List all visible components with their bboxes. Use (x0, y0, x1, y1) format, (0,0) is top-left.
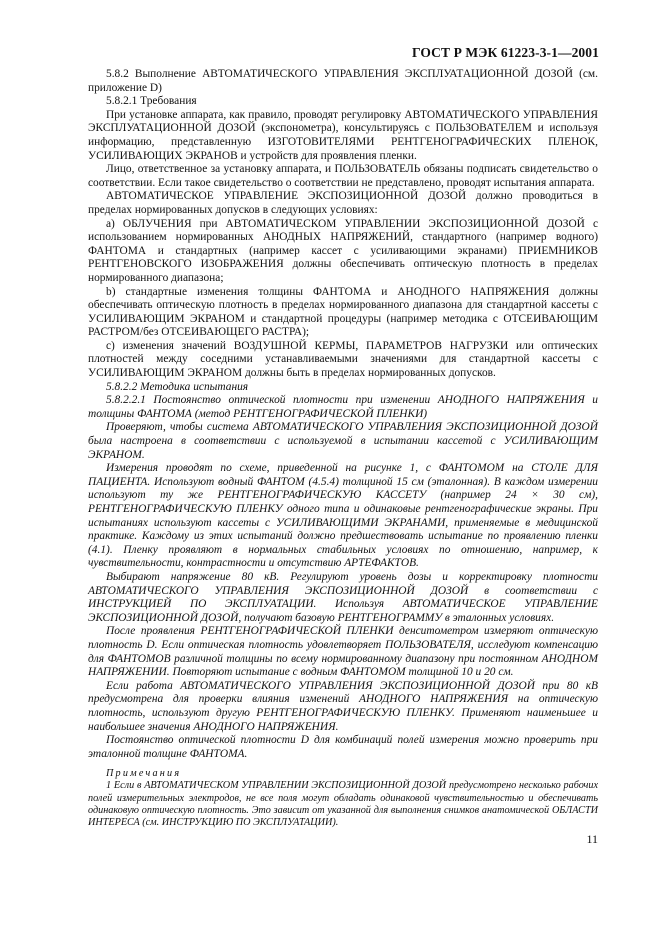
paragraph: Измерения проводят по схеме, приведенной на рисунке 1, с ФАНТОМОМ на СТОЛЕ ДЛЯ ПАЦИЕНТА. Используют водный ФАНТОМ (4.5.4) толщиной 15 см (эталонная). В каждом измерении используют ту же РЕНТГЕНОГРАФИЧЕСКУЮ КАССЕТУ (например 24 × 30 см), РЕНТГЕНОГРАФИЧЕСКУЮ ПЛЕНКУ одного типа и одинаковые рентгенографические экраны. При испытаниях используют кассеты с УСИЛИВАЮЩИМИ ЭКРАНАМИ, применяемые в медицинской практике. Каждому из этих испытаний должно предшествовать испытание по проявлению пленки (4.1). Пленку проявляют в нормальных стабильных условиях по отношению, например, к чувствительности, контрастности и отсутствию АРТЕФАКТОВ. (88, 462, 598, 570)
section-5-8-2-1-heading: 5.8.2.1 Требования (106, 95, 197, 108)
paragraph: При установке аппарата, как правило, проводят регулировку АВТОМАТИЧЕСКОГО УПРАВЛЕНИЯ ЭКСПЛУАТАЦИОННОЙ ДОЗОЙ (экспонометра), консультируясь с ПОЛЬЗОВАТЕЛЕМ и используя информацию, представленную ИЗГОТОВИТЕЛЯМИ РЕНТГЕНОГРАФИЧЕСКИХ ПЛЕНОК, УСИЛИВАЮЩИХ ЭКРАНОВ и устройств для проявления пленки. (88, 108, 598, 162)
test-method-section (88, 381, 598, 762)
paragraph: Постоянство оптической плотности D для комбинаций полей измерения можно проверить при эталонной толщине ФАНТОМА. (88, 734, 598, 760)
section-5-8-2-2-heading: 5.8.2.2 Методика испытания (106, 380, 249, 393)
page-number: 11 (586, 832, 598, 846)
document-header: ГОСТ Р МЭК 61223-3-1—2001 (412, 45, 599, 60)
paragraph: Выбирают напряжение 80 кВ. Регулируют уровень дозы и корректировку плотности АВТОМАТИЧЕСКОГО УПРАВЛЕНИЯ ЭКСПОЗИЦИОННОЙ ДОЗОЙ в соответствии с ИНСТРУКЦИЕЙ ПО ЭКСПЛУАТАЦИИ. Используя АВТОМАТИЧЕСКОЕ УПРАВЛЕНИЕ ЭКСПОЗИЦИОННОЙ ДОЗОЙ, получают базовую РЕНТГЕНОГРАММУ в эталонных условиях. (88, 570, 598, 624)
document-body (88, 68, 598, 829)
notes-title: Примечания (106, 768, 182, 780)
section-5-8-2-2-1-heading: 5.8.2.2.1 Постоянство оптической плотности при изменении АНОДНОГО НАПРЯЖЕНИЯ и толщины ФАНТОМА (метод РЕНТГЕНОГРАФИЧЕСКОЙ ПЛЕНКИ) (88, 394, 598, 420)
paragraph: Если работа АВТОМАТИЧЕСКОГО УПРАВЛЕНИЯ ЭКСПОЗИЦИОННОЙ ДОЗОЙ при 80 кВ предусмотрена для проверки влияния изменений АНОДНОГО НАПРЯЖЕНИЯ на оптическую плотность, используют другую РЕНТГЕНОГРАФИЧЕСКУЮ ПЛЕНКУ. Применяют наименьшее и наибольшее значения АНОДНОГО НАПРЯЖЕНИЯ. (88, 679, 598, 733)
list-item-b: b) стандартные изменения толщины ФАНТОМА и АНОДНОГО НАПРЯЖЕНИЯ должны обеспечивать оптическую плотность в пределах нормированного диапазона для стандартной кассеты с УСИЛИВАЮЩИМ ЭКРАНОМ и стандартной процедуры (например методика с ОТСЕИВАЮЩИМ РАСТРОМ/без ОТСЕИВАЮЩЕГО РАСТРА); (88, 285, 598, 339)
notes-block (88, 768, 598, 829)
paragraph: АВТОМАТИЧЕСКОЕ УПРАВЛЕНИЕ ЭКСПОЗИЦИОННОЙ ДОЗОЙ должно проводиться в пределах нормированных допусков в следующих условиях: (88, 190, 598, 216)
section-5-8-2-heading: 5.8.2 Выполнение АВТОМАТИЧЕСКОГО УПРАВЛЕНИЯ ЭКСПЛУАТАЦИОННОЙ ДОЗОЙ (см. приложение D) (88, 68, 598, 94)
paragraph: Лицо, ответственное за установку аппарата, и ПОЛЬЗОВАТЕЛЬ обязаны подписать свидетельство о соответствии. Если такое свидетельство о соответствии не представлено, проводят испытания аппарата. (88, 163, 598, 189)
note-item: 1 Если в АВТОМАТИЧЕСКОМ УПРАВЛЕНИИ ЭКСПОЗИЦИОННОЙ ДОЗОЙ предусмотрено несколько рабочих полей измерительных электродов, не все поля могут обладать одинаковой чувствительностью и обеспечивать одинаковую оптическую плотность. Это зависит от указанной для выполнения снимков анатомической ОБЛАСТИ ИНТЕРЕСА (см. ИНСТРУКЦИЮ ПО ЭКСПЛУАТАЦИИ). (88, 780, 598, 829)
list-item-a: а) ОБЛУЧЕНИЯ при АВТОМАТИЧЕСКОМ УПРАВЛЕНИИ ЭКСПОЗИЦИОННОЙ ДОЗОЙ с использованием нормированных АНОДНЫХ НАПРЯЖЕНИЙ, стандартного (например водного) ФАНТОМА и стандартных (например кассет с усиливающими экранами) ПРИЕМНИКОВ РЕНТГЕНОВСКОГО ИЗОБРАЖЕНИЯ должны обеспечивать оптическую плотность в пределах нормированного диапазона; (88, 217, 598, 284)
paragraph: После проявления РЕНТГЕНОГРАФИЧЕСКОЙ ПЛЕНКИ денситометром измеряют оптическую плотность D. Если оптическая плотность удовлетворяет ПОЛЬЗОВАТЕЛЯ, исследуют компенсацию для ФАНТОМОВ различной толщины по всему нормированному диапазону при постоянном АНОДНОМ НАПРЯЖЕНИИ. Повторяют испытание с водным ФАНТОМОМ толщиной 10 и 20 см. (88, 625, 598, 679)
list-item-c: с) изменения значений ВОЗДУШНОЙ КЕРМЫ, ПАРАМЕТРОВ НАГРУЗКИ или оптических плотностей между соседними устанавливаемыми значениями для стандартной кассеты с УСИЛИВАЮЩИМ ЭКРАНОМ должны быть в пределах нормированных допусков. (88, 339, 598, 380)
paragraph: Проверяют, чтобы система АВТОМАТИЧЕСКОГО УПРАВЛЕНИЯ ЭКСПОЗИЦИОННОЙ ДОЗОЙ была настроена в соответствии с используемой в испытании кассетой с УСИЛИВАЮЩИМ ЭКРАНОМ. (88, 421, 598, 461)
